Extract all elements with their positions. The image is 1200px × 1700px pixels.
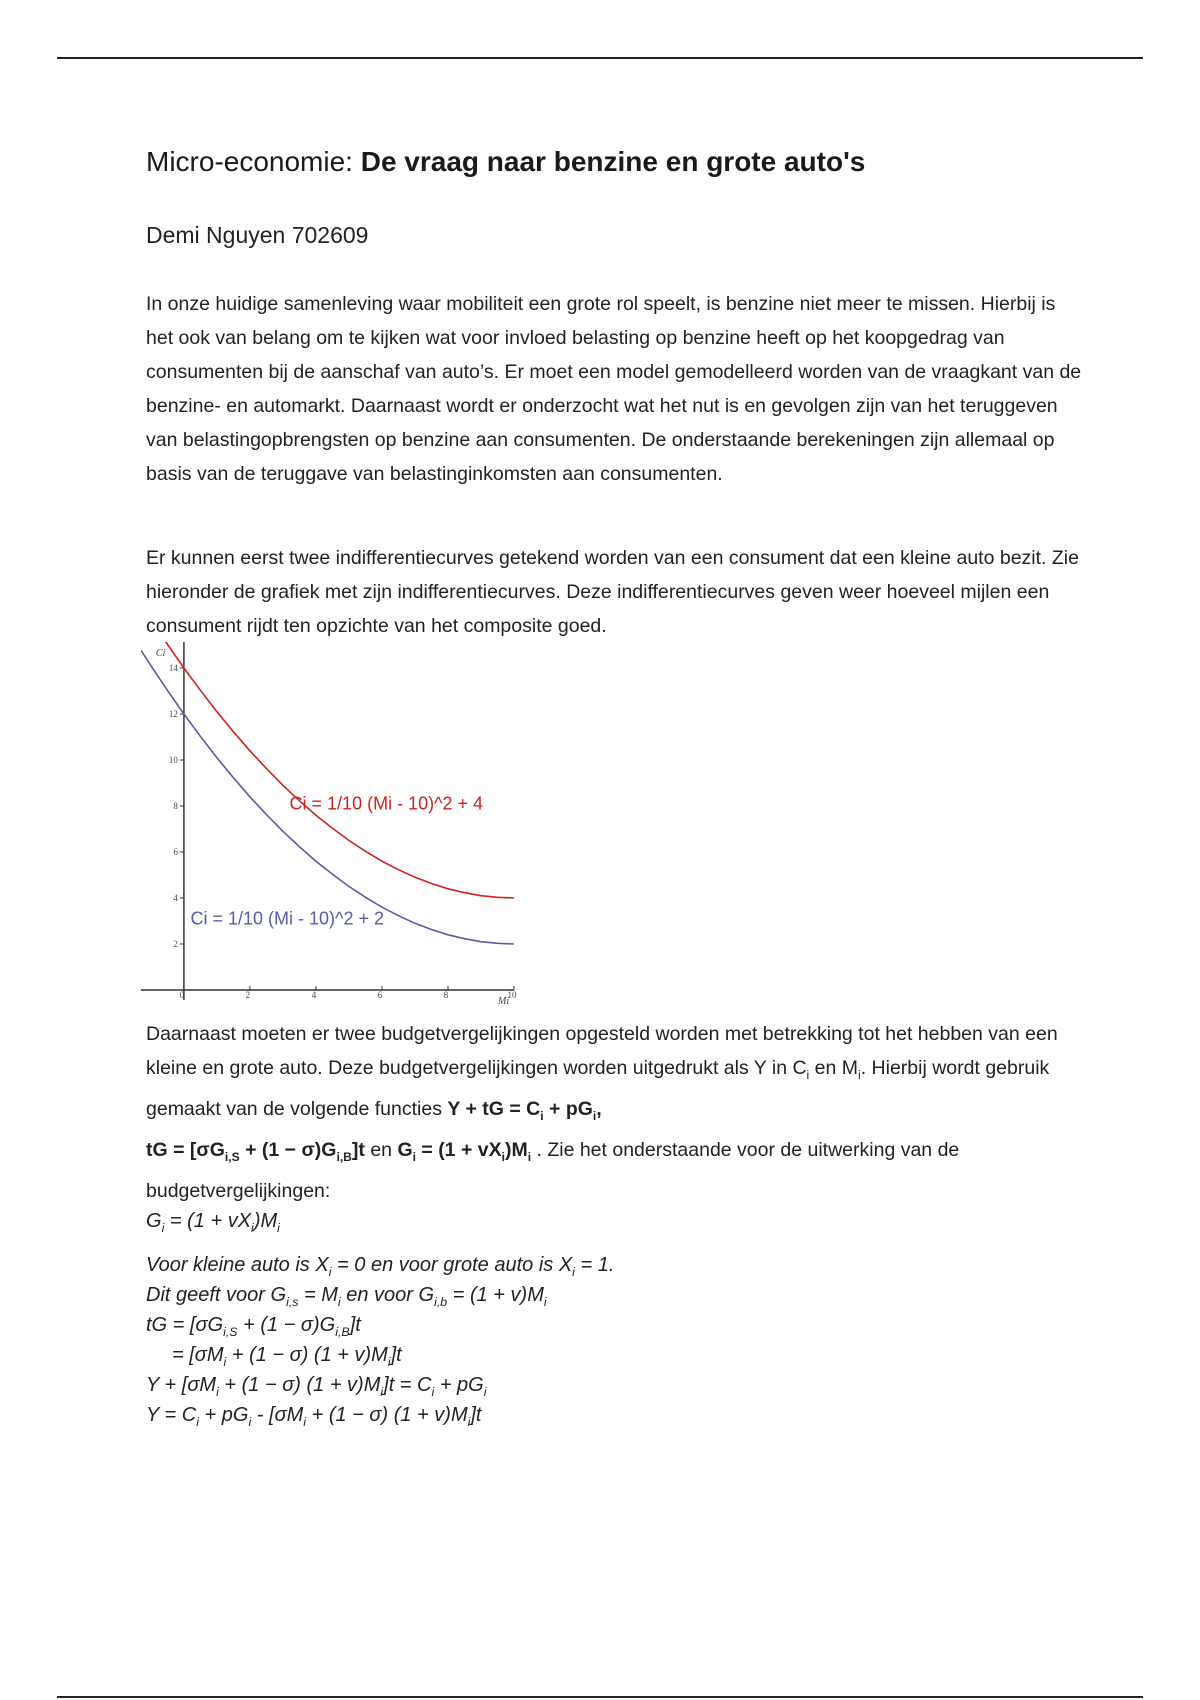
x-tick-label: 10 [507,990,517,1000]
math-line-gi: $G_i = (1 + vX_i)M_i$ [146,1210,280,1235]
axis-ticks [169,663,517,1000]
y-tick-label: 6 [173,847,178,857]
bottom-rule [57,1696,1143,1698]
x-tick-label: 2 [245,990,251,1000]
x-tick-label: 4 [311,990,317,1000]
curve-label-upper: Ci = 1/10 (Mi - 10)^2 + 4 [289,793,484,814]
y-tick-label: 12 [168,709,178,719]
y-tick-label: 8 [173,801,178,811]
y-tick-label: 10 [168,755,178,765]
y-tick-label: 14 [168,663,178,673]
math-line-gis: Dit geeft voor $G_{i,s} = M_i$ en voor $G_{i,b} = (1 + v)M_i$ [146,1284,547,1309]
x-tick-label: 6 [377,990,383,1000]
indifference-curve-upper [141,642,514,898]
x-axis-label: Mi [498,996,510,1007]
math-line-xi: Voor kleine auto is $X_i = 0$ en voor grote auto is $X_i = 1$. [146,1254,615,1279]
intro-paragraph: In onze huidige samenleving waar mobiliteit een grote rol speelt, is benzine niet meer te missen. Hierbij is het ook van belang om te kijken wat voor invloed belasting op benzine heeft op het koopgedrag van consumenten bij de aanschaf van auto’s. Er moet een model gemodelleerd worden van de vraagkant van de benzine- en automarkt. Daarnaast wordt er onderzocht wat het nut is en gevolgen zijn van het teruggeven van belastingopbrengsten op benzine aan consumenten. De onderstaande berekeningen zijn allemaal op basis van de teruggave van belastinginkomsten aan consumenten. [146,293,1082,485]
y-axis-label: Ci [155,648,166,659]
math-line-budget: $Y + [\sigma M_i + (1 - \sigma) (1 + v)M_i]t = C_i + pG_i$ [146,1374,487,1399]
author-line: Demi Nguyen 702609 [146,222,369,248]
math-line-y: $Y = C_i + pG_i - [\sigma M_i + (1 - \sigma) (1 + v)M_i]t$ [146,1404,482,1429]
x-tick-label: 0 [179,990,185,1000]
x-tick-label: 8 [443,990,449,1000]
y-tick-label: 4 [173,893,178,903]
math-line-tg: tG = $[\sigma G_{i,S} + (1 - \sigma)G_{i,B}]t$ [146,1314,361,1339]
top-rule [57,57,1143,59]
budget-paragraph: Daarnaast moeten er twee budgetvergelijkingen opgesteld worden met betrekking tot het hebben van een kleine en grote auto. Deze budgetvergelijkingen worden uitgedrukt als Y in $C_i$ en $M_i$. Hierbij wordt gebruik gemaakt van de volgende functies Y + tG = $C_i + pG_i$, tG = $[\sigma G_{i,S} + (1 - \sigma)G_{i,B}]t$ en $G_i = (1 + vX_i)M_i$ . Zie het onderstaande voor de uitwerking van de budgetvergelijkingen: [146,1023,1058,1202]
math-line-tg-expanded: = $[\sigma M_i + (1 - \sigma) (1 + v)M_i]t$ [172,1344,402,1369]
indifference-curve-chart [141,642,521,1012]
page-title: Micro-economie: De vraag naar benzine en grote auto's [146,146,866,177]
curve-label-lower: Ci = 1/10 (Mi - 10)^2 + 2 [190,908,385,929]
indifference-paragraph: Er kunnen eerst twee indifferentiecurves getekend worden van een consument dat een kleine auto bezit. Zie hieronder de grafiek met zijn indifferentiecurves. Deze indifferentiecurves geven weer hoeveel mijlen een consument rijdt ten opzichte van het composite goed. [146,547,1079,637]
y-tick-label: 2 [173,939,178,949]
